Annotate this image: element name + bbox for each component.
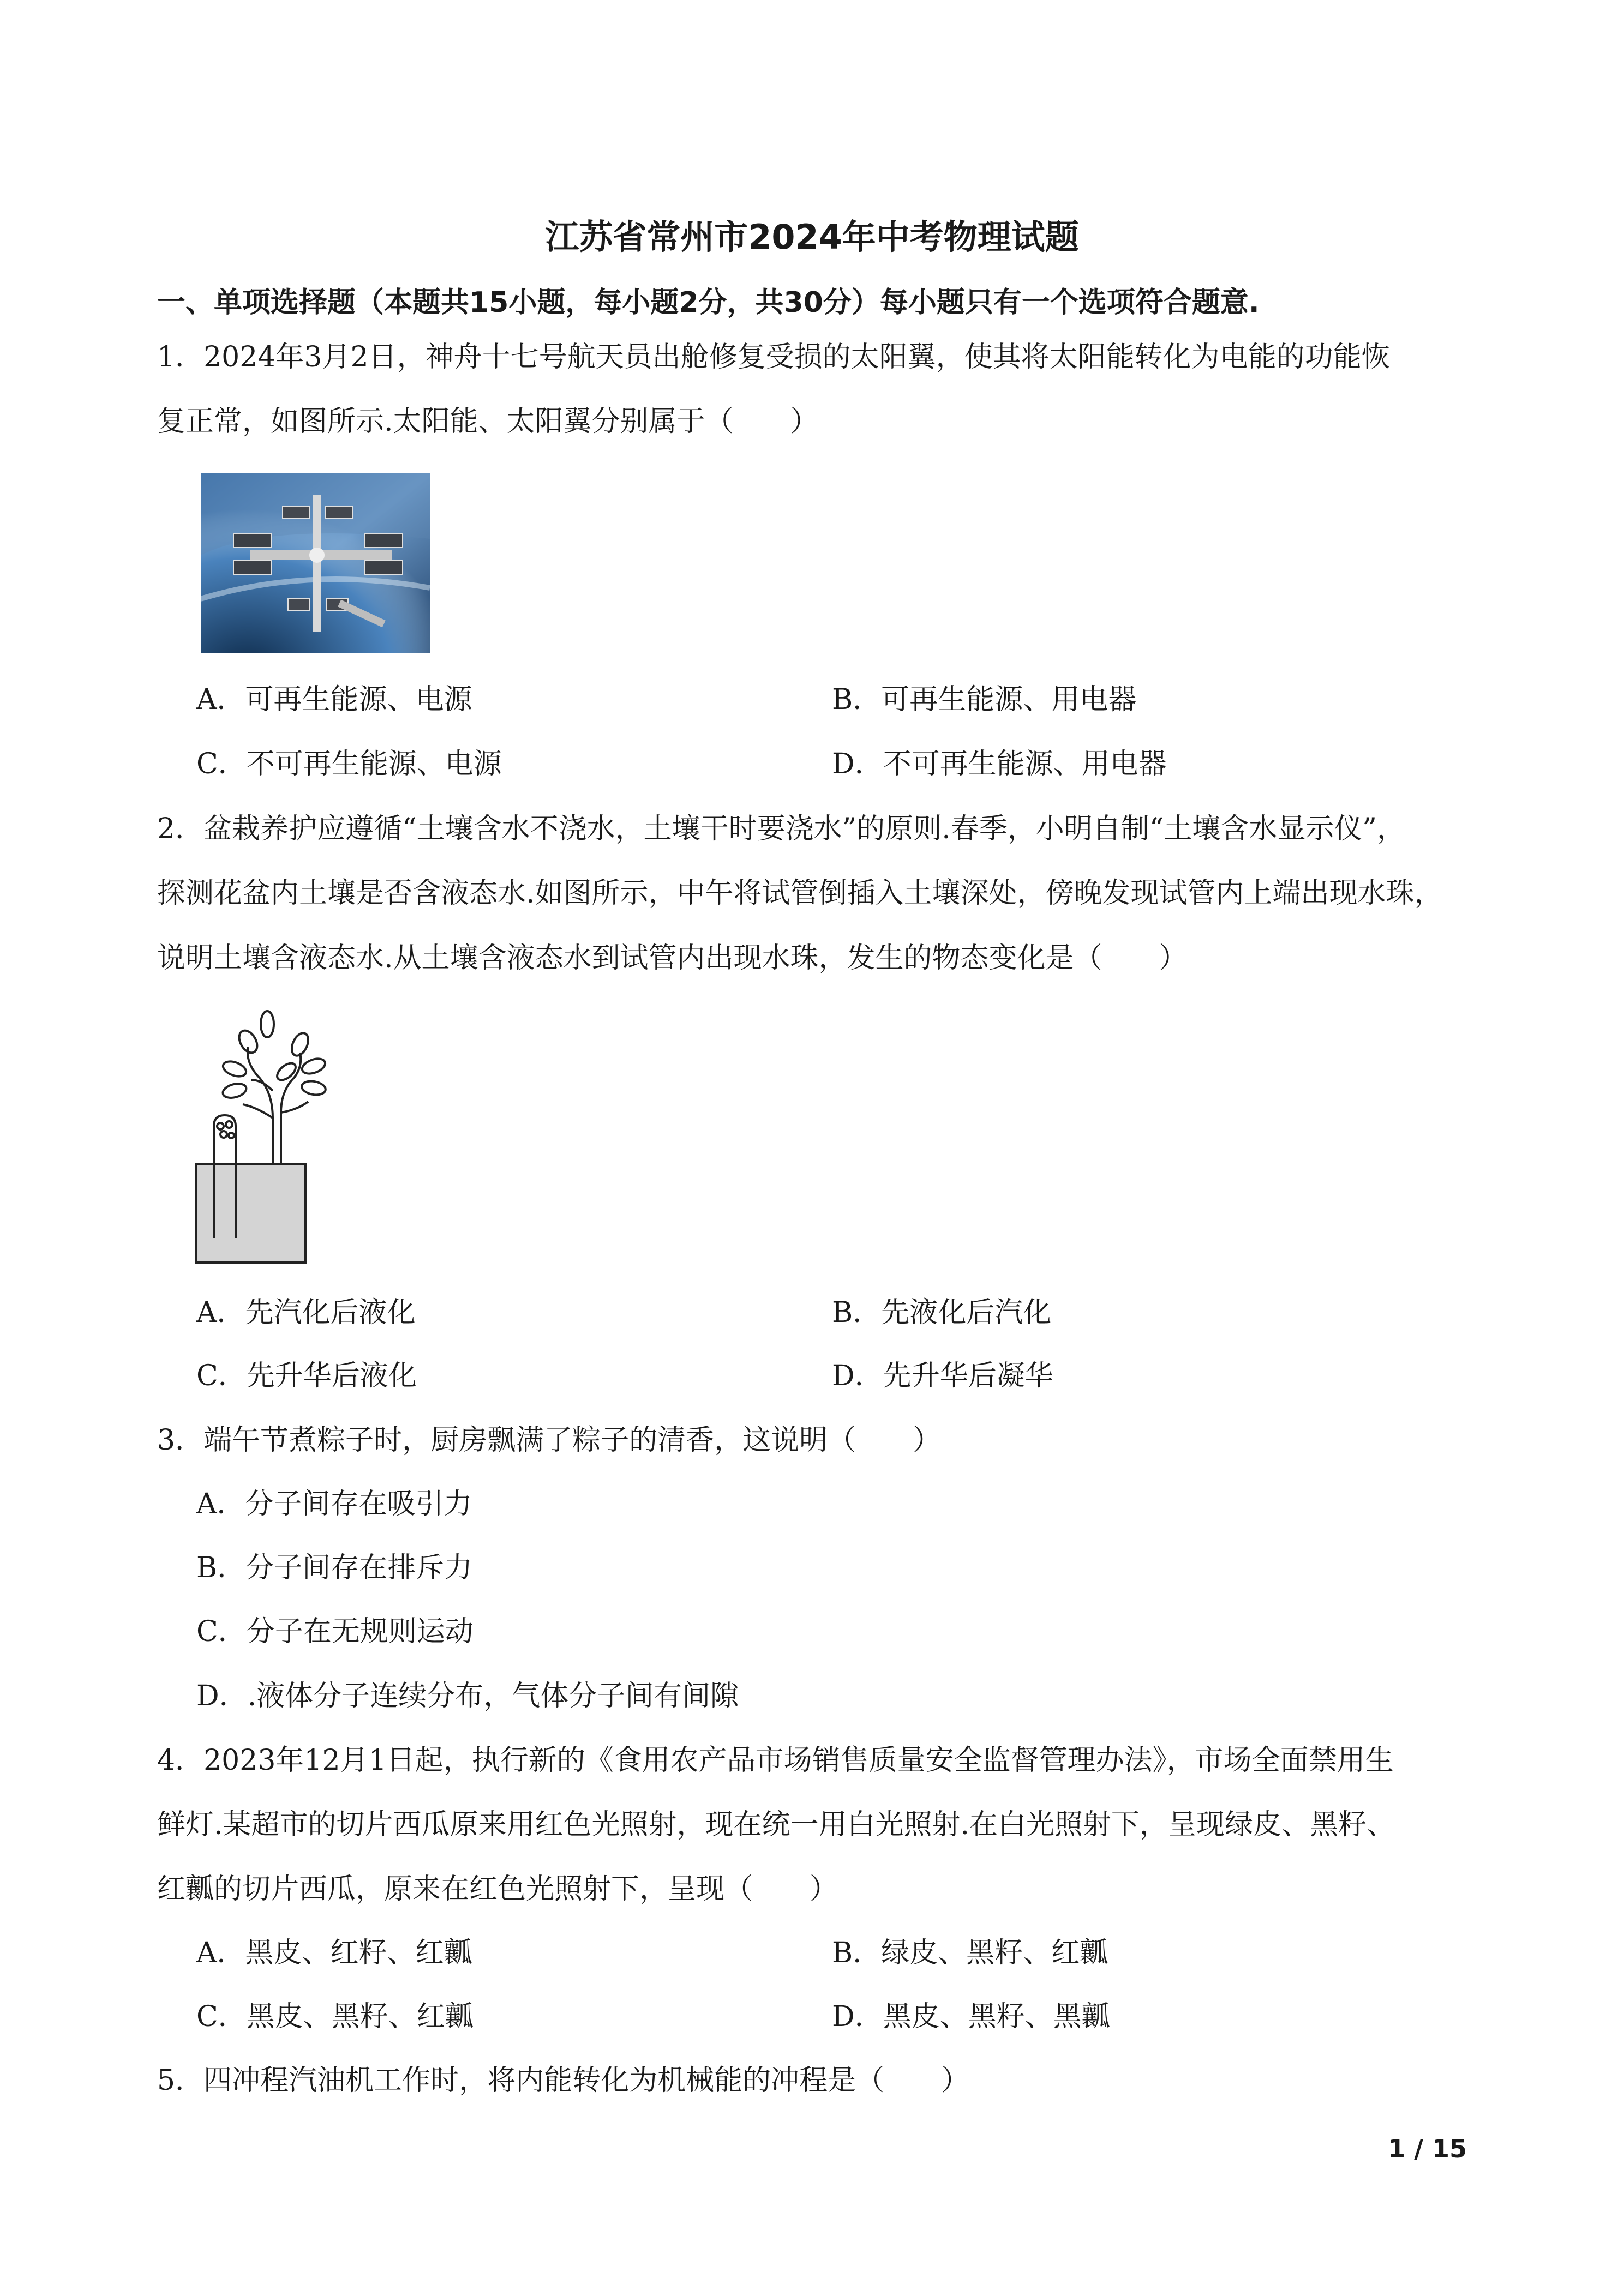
question-2-line-3: 说明土壤含液态水.从土壤含液态水到试管内出现水珠，发生的物态变化是（ ） xyxy=(157,942,1188,975)
question-2-option-a: A．先汽化后液化 xyxy=(196,1296,416,1329)
section-heading: 一、单项选择题（本题共15小题，每小题2分，共30分）每小题只有一个选项符合题意. xyxy=(157,286,1260,319)
question-4-option-b: B．绿皮、黑籽、红瓤 xyxy=(832,1937,1108,1969)
question-1-line-2: 复正常，如图所示.太阳能、太阳翼分别属于（ ） xyxy=(157,405,819,438)
question-1-option-a: A．可再生能源、电源 xyxy=(196,683,472,716)
question-3-option-b: B．分子间存在排斥力 xyxy=(196,1552,473,1584)
question-2-line-2: 探测花盆内土壤是否含液态水.如图所示，中午将试管倒插入土壤深处，傍晚发现试管内上端出现水珠， xyxy=(157,877,1443,910)
question-1-line-1: 1．2024年3月2日，神舟十七号航天员出舱修复受损的太阳翼，使其将太阳能转化为电能的功能恢 xyxy=(157,341,1390,374)
page-number: 1 / 15 xyxy=(1388,2134,1467,2163)
question-4-line-3: 红瓤的切片西瓜，原来在红色光照射下，呈现（ ） xyxy=(157,1873,838,1906)
question-5-line-1: 5．四冲程汽油机工作时，将内能转化为机械能的冲程是（ ） xyxy=(157,2064,970,2097)
question-1-option-b: B．可再生能源、用电器 xyxy=(832,683,1137,716)
question-4-option-c: C．黑皮、黑籽、红瓤 xyxy=(196,2000,474,2033)
plant-pot-diagram xyxy=(191,1009,333,1265)
question-3-line-1: 3．端午节煮粽子时，厨房飘满了粽子的清香，这说明（ ） xyxy=(157,1424,942,1457)
question-2-line-1: 2．盆栽养护应遵循“土壤含水不浇水，土壤干时要浇水”的原则.春季，小明自制“土壤含水显示仪”， xyxy=(157,813,1405,845)
question-4-option-d: D．黑皮、黑籽、黑瓤 xyxy=(832,2000,1110,2033)
question-3-option-c: C．分子在无规则运动 xyxy=(196,1615,474,1648)
question-1-option-c: C．不可再生能源、电源 xyxy=(196,748,502,780)
question-2-option-d: D．先升华后凝华 xyxy=(832,1360,1053,1392)
question-2-option-b: B．先液化后汽化 xyxy=(832,1296,1052,1329)
question-2-option-c: C．先升华后液化 xyxy=(196,1360,417,1392)
question-4-option-a: A．黑皮、红籽、红瓤 xyxy=(196,1937,472,1969)
question-3-option-a: A．分子间存在吸引力 xyxy=(196,1488,472,1520)
page-title: 江苏省常州市2024年中考物理试题 xyxy=(545,217,1079,257)
question-3-option-d: D．.液体分子连续分布，气体分子间有间隙 xyxy=(196,1680,739,1712)
space-station-image xyxy=(201,473,430,653)
question-4-line-2: 鲜灯.某超市的切片西瓜原来用红色光照射，现在统一用白光照射.在白光照射下，呈现绿皮、黑籽、 xyxy=(157,1808,1395,1841)
question-4-line-1: 4．2023年12月1日起，执行新的《食用农产品市场销售质量安全监督管理办法》，市场全面禁用生 xyxy=(157,1744,1394,1777)
question-1-option-d: D．不可再生能源、用电器 xyxy=(832,748,1167,780)
